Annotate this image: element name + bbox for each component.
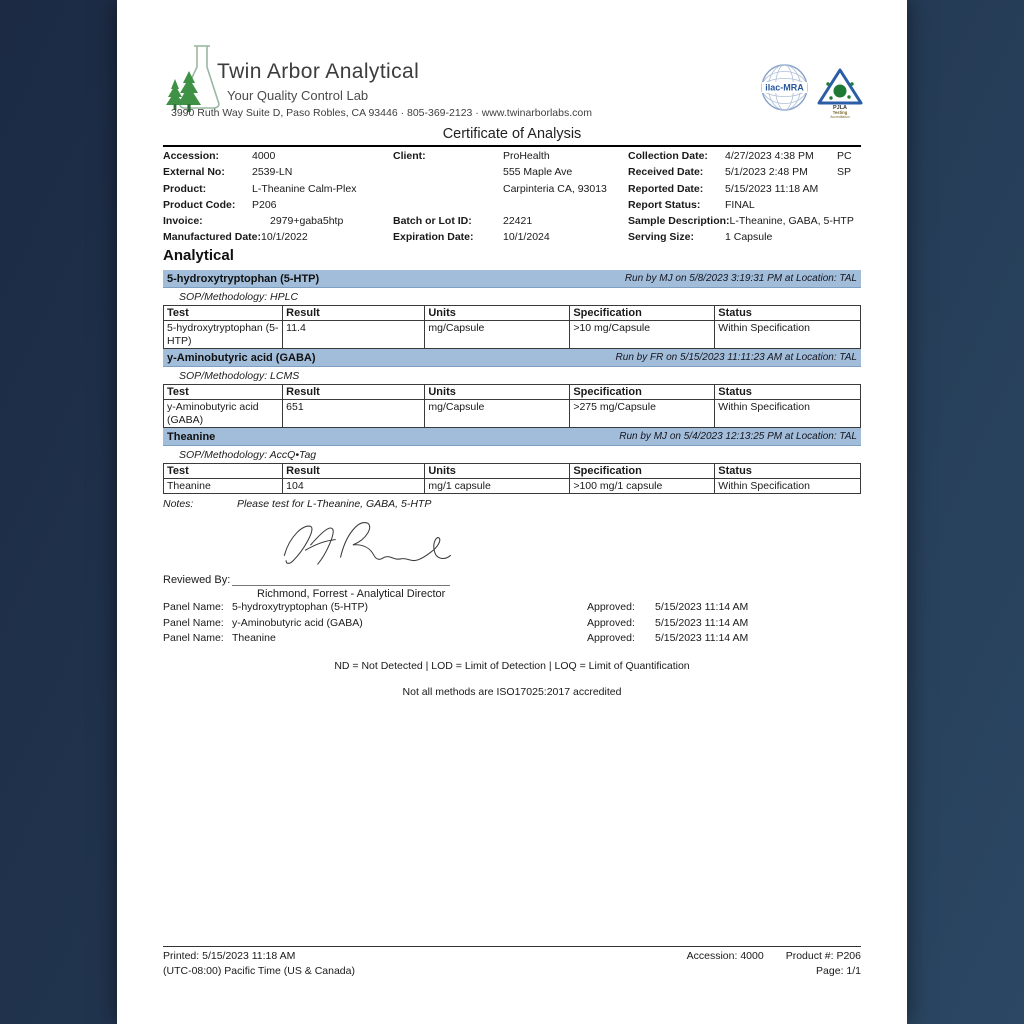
notes-label: Notes: <box>163 498 194 510</box>
run-by-note: Run by MJ on 5/8/2023 3:19:31 PM at Location: TAL <box>624 273 857 284</box>
notes-text: Please test for L-Theanine, GABA, 5-HTP <box>237 498 432 510</box>
section-header-gaba: y-Aminobutyric acid (GABA) Run by FR on 5/15/2023 11:11:23 AM at Location: TAL <box>163 349 861 367</box>
info-column-right <box>628 148 868 246</box>
table-header-row: Test Result Units Specification Status <box>164 464 861 479</box>
svg-text:Testing: Testing <box>832 110 848 115</box>
run-by-note: Run by FR on 5/15/2023 11:11:23 AM at Location: TAL <box>615 352 857 363</box>
info-row-received-date: Received Date: 5/1/2023 2:48 PM SP <box>628 164 868 180</box>
table-header-row: Test Result Units Specification Status <box>164 385 861 400</box>
reviewer-name: Richmond, Forrest - Analytical Director <box>257 588 446 600</box>
info-row-external-no: External No: 2539-LN <box>163 166 293 179</box>
svg-text:Accreditation: Accreditation <box>830 115 850 118</box>
pjla-badge-icon <box>816 66 864 118</box>
printed-timestamp: Printed: 5/15/2023 11:18 AM <box>163 950 296 962</box>
panel-row: Panel Name: Theanine Approved: 5/15/2023 11:14 AM <box>163 632 749 645</box>
info-row-manufactured-date: Manufactured Date: 10/1/2022 <box>163 231 308 244</box>
table-row: 5-hydroxytryptophan (5-HTP) 11.4 mg/Capsule >10 mg/Capsule Within Specification <box>164 321 861 349</box>
sop-methodology: SOP/Methodology: LCMS <box>179 370 300 382</box>
info-row-serving-size: Serving Size: 1 Capsule <box>628 231 773 244</box>
run-by-note: Run by MJ on 5/4/2023 12:13:25 PM at Location: TAL <box>619 431 857 442</box>
client-address-line2: Carpinteria CA, 93013 <box>503 182 607 195</box>
table-row: y-Aminobutyric acid (GABA) 651 mg/Capsule >275 mg/Capsule Within Specification <box>164 400 861 428</box>
company-name: Twin Arbor Analytical <box>217 60 420 83</box>
collector-initials: PC <box>837 150 852 162</box>
sample-info-block <box>163 148 861 246</box>
table-header-row: Test Result Units Specification Status <box>164 306 861 321</box>
title-divider <box>163 145 861 147</box>
results-table-theanine <box>163 463 861 494</box>
info-row-collection-date: Collection Date: 4/27/2023 4:38 PM PC <box>628 148 868 164</box>
company-tagline: Your Quality Control Lab <box>227 88 369 103</box>
footer-left <box>163 949 355 978</box>
analytical-section <box>163 245 861 698</box>
timezone-note: (UTC-08:00) Pacific Time (US & Canada) <box>163 964 355 977</box>
reviewed-by-label: Reviewed By: <box>163 574 231 586</box>
info-row-invoice: Invoice: 2979+gaba5htp <box>163 215 344 228</box>
info-column-middle <box>393 148 628 246</box>
footer-product: Product #: P206 <box>785 950 861 962</box>
client-address-line1: 555 Maple Ave <box>503 166 573 179</box>
section-header-5htp: 5-hydroxytryptophan (5-HTP) Run by MJ on 5/8/2023 3:19:31 PM at Location: TAL <box>163 270 861 288</box>
abbreviation-legend: ND = Not Detected | LOD = Limit of Detection | LOQ = Limit of Quantification <box>334 659 690 672</box>
info-row-expiration: Expiration Date: 10/1/2024 <box>393 231 550 244</box>
svg-text:PJLA: PJLA <box>832 105 848 111</box>
info-row-reported-date: Reported Date: 5/15/2023 11:18 AM <box>628 182 819 195</box>
document-title: Certificate of Analysis <box>442 126 582 142</box>
info-row-product-code: Product Code: P206 <box>163 198 277 211</box>
page-footer <box>163 946 861 978</box>
info-row-batch: Batch or Lot ID: 22421 <box>393 215 533 228</box>
footer-right <box>687 949 861 978</box>
analytical-heading: Analytical <box>163 247 234 264</box>
info-row-accession: Accession: 4000 <box>163 150 276 162</box>
info-row-product: Product: L-Theanine Calm-Plex <box>163 182 357 195</box>
panel-row: Panel Name: 5-hydroxytryptophan (5-HTP) Approved: 5/15/2023 11:14 AM <box>163 601 749 613</box>
receiver-initials: SP <box>837 166 852 179</box>
sop-methodology: SOP/Methodology: AccQ•Tag <box>179 449 317 461</box>
signature-image <box>259 515 861 573</box>
info-row-sample-description: Sample Description: L-Theanine, GABA, 5-HTP <box>628 215 854 228</box>
info-column-left <box>163 148 391 246</box>
footer-accession: Accession: 4000 <box>686 950 764 962</box>
company-address: 3990 Ruth Way Suite D, Paso Robles, CA 93446 · 805-369-2123 · www.twinarborlabs.com <box>171 107 592 119</box>
svg-text:ilac-MRA: ilac-MRA <box>765 82 804 93</box>
results-table-gaba <box>163 384 861 428</box>
notes-row <box>163 498 861 510</box>
pine-tree-icon <box>166 71 201 112</box>
results-table-5htp <box>163 305 861 349</box>
reviewed-by-row <box>163 573 861 586</box>
info-row-spacer <box>393 197 628 213</box>
sop-methodology: SOP/Methodology: HPLC <box>179 291 299 303</box>
footer-page-number: Page: 1/1 <box>816 964 861 977</box>
certificate-page <box>117 0 907 1024</box>
info-row-report-status: Report Status: FINAL <box>628 198 755 211</box>
section-header-theanine: Theanine Run by MJ on 5/4/2023 12:13:25 PM at Location: TAL <box>163 428 861 446</box>
iso-accreditation-note: Not all methods are ISO17025:2017 accredited <box>402 685 622 698</box>
panel-row: Panel Name: y-Aminobutyric acid (GABA) Approved: 5/15/2023 11:14 AM <box>163 616 749 629</box>
signature-line <box>232 573 450 586</box>
ilac-mra-badge-icon <box>760 63 809 112</box>
info-row-client: Client: ProHealth <box>393 150 550 162</box>
table-row: Theanine 104 mg/1 capsule >100 mg/1 capsule Within Specification <box>164 479 861 494</box>
flask-logo-icon <box>165 41 223 117</box>
